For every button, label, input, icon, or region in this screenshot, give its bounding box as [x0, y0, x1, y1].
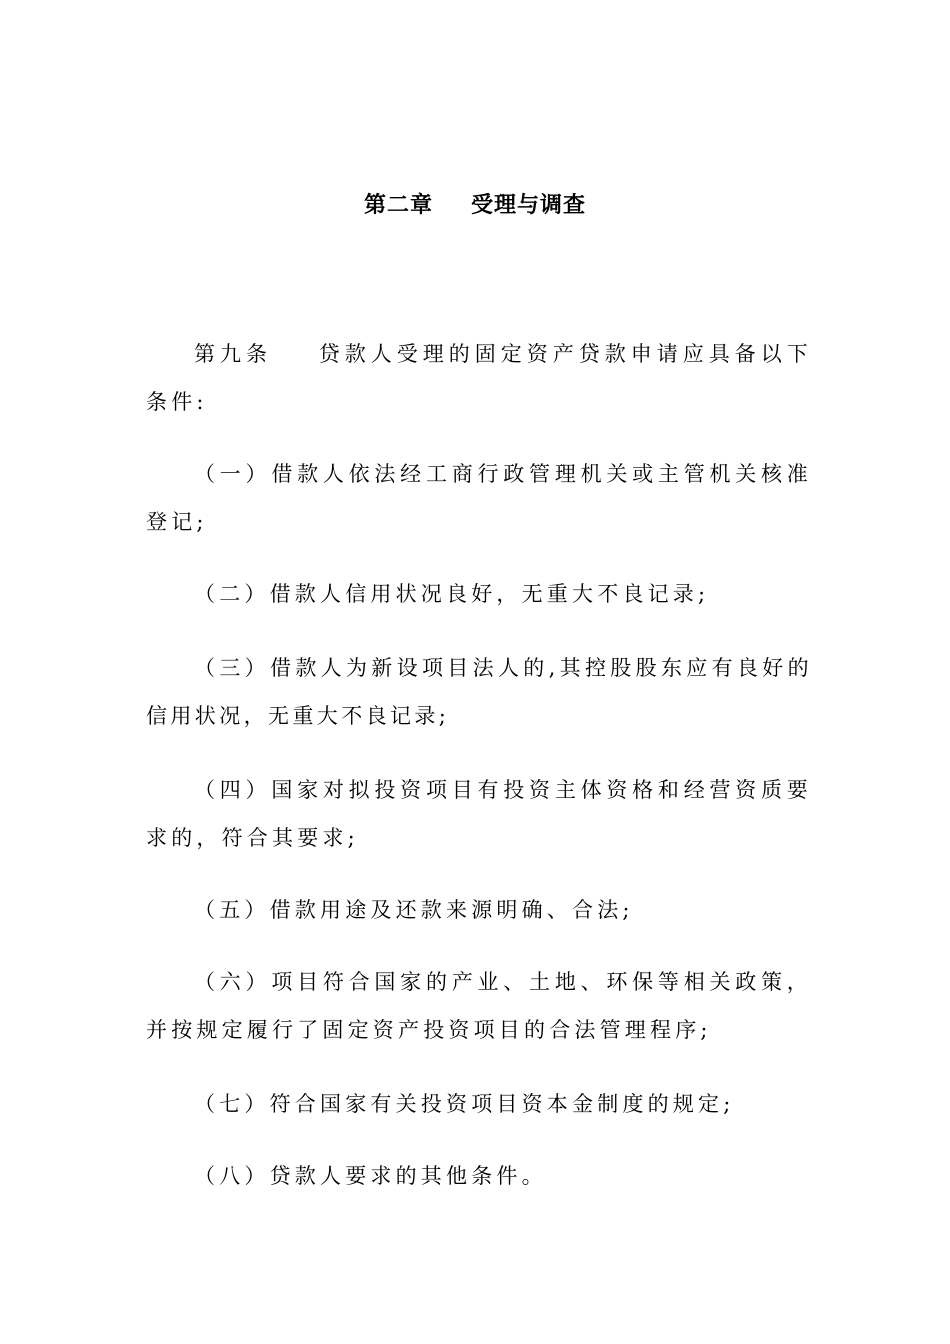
condition-item: （六）项目符合国家的产业、土地、环保等相关政策，并按规定履行了固定资产投资项目的合法管理程序; — [146, 970, 812, 1042]
chapter-heading — [0, 190, 950, 222]
article-paragraph — [146, 330, 812, 426]
condition-item: （三）借款人为新设项目法人的,其控股股东应有良好的信用状况，无重大不良记录; — [146, 656, 812, 728]
article-text: 贷款人受理的固定资产贷款申请应具备以下条件: — [146, 342, 812, 414]
chapter-number: 第二章 — [363, 193, 433, 218]
condition-item: （四）国家对拟投资项目有投资主体资格和经营资质要求的，符合其要求; — [146, 778, 812, 850]
condition-item: （七）符合国家有关投资项目资本金制度的规定; — [194, 1092, 735, 1116]
chapter-title: 受理与调查 — [471, 193, 587, 218]
condition-item: （二）借款人信用状况良好，无重大不良记录; — [194, 582, 710, 606]
condition-item: （八）贷款人要求的其他条件。 — [194, 1164, 547, 1188]
article-label: 第九条 — [194, 342, 272, 366]
condition-item: （一）借款人依法经工商行政管理机关或主管机关核准登记; — [146, 462, 812, 534]
condition-item: （五）借款用途及还款来源明确、合法; — [194, 898, 634, 922]
